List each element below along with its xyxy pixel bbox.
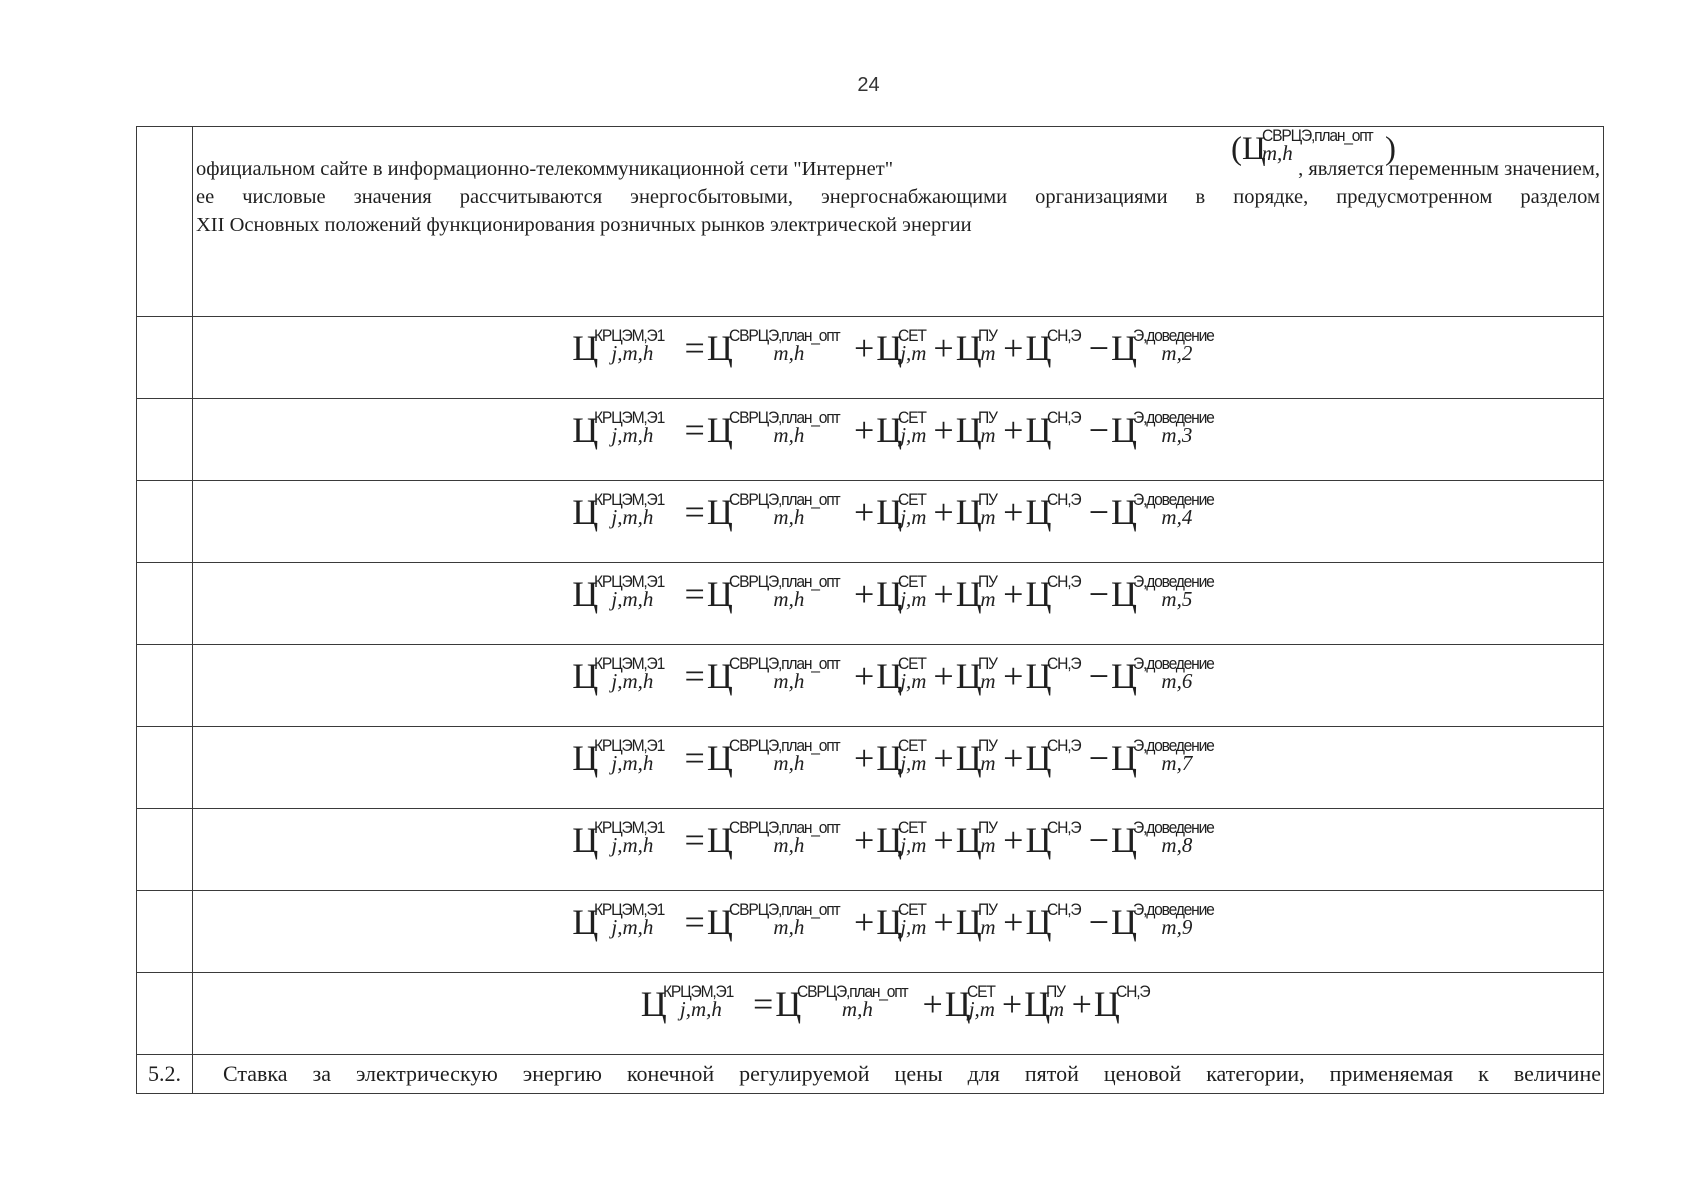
formula-cell [193, 727, 1604, 809]
final-formula-cell [193, 973, 1604, 1055]
t5-sup: Э,доведение [1133, 326, 1214, 346]
formula-4 [193, 645, 1603, 699]
t5-sup: Э,доведение [1133, 572, 1214, 592]
t5-base: Ц [1111, 902, 1138, 942]
t5-sub: m,9 [1161, 915, 1193, 940]
plus-sign: + [1071, 984, 1092, 1024]
t3-sub: m [980, 915, 996, 940]
t1-base: Ц [706, 574, 733, 614]
t1-base: Ц [775, 984, 802, 1024]
lhs-base: Ц [572, 328, 599, 368]
t5-base: Ц [1111, 492, 1138, 532]
intro-cell [193, 127, 1604, 317]
formula-cell [193, 399, 1604, 481]
t3-sub: m [1048, 997, 1064, 1022]
plus-sign: + [922, 984, 943, 1024]
t3-base: Ц [955, 328, 982, 368]
plus-sign: + [853, 410, 875, 450]
t4-base: Ц [1025, 410, 1052, 450]
plus-sign: + [1003, 574, 1024, 614]
t2-sub: j,m [900, 915, 927, 940]
plus-sign: + [933, 328, 954, 368]
t3-sup: ПУ [977, 490, 997, 510]
t5-sup: Э,доведение [1133, 900, 1214, 920]
t3-base: Ц [955, 656, 982, 696]
t4-base: Ц [1025, 492, 1052, 532]
lhs-sup: КРЦЭМ,Э1 [662, 982, 733, 1002]
inline-sub: m,h [1261, 140, 1293, 165]
t2-sup: СЕТ [898, 326, 926, 346]
table-row [137, 809, 1604, 891]
t2-base: Ц [876, 328, 903, 368]
minus-sign: − [1088, 574, 1110, 614]
t1-base: Ц [706, 492, 733, 532]
t4-sup: СН,Э [1047, 326, 1081, 346]
lhs-sup: КРЦЭМ,Э1 [594, 408, 665, 428]
t4-sup: СН,Э [1047, 572, 1081, 592]
intro-line1-before: официальном сайте в информационно-телекоммуникационной сети "Интернет" [196, 158, 894, 180]
t2-sup: СЕТ [898, 900, 926, 920]
t2-sup: СЕТ [966, 982, 995, 1002]
t5-sup: Э,доведение [1133, 408, 1214, 428]
minus-sign: − [1088, 410, 1110, 450]
equals-sign: = [752, 984, 774, 1024]
t2-sup: СЕТ [898, 572, 926, 592]
minus-sign: − [1088, 328, 1110, 368]
formula-3 [193, 563, 1603, 617]
t3-sub: m [980, 505, 996, 530]
lhs-base: Ц [572, 492, 599, 532]
t2-sub: j,m [900, 341, 927, 366]
t1-sub: m,h [841, 997, 873, 1022]
t5-sub: m,6 [1161, 669, 1193, 694]
lhs-sub: j,m,h [611, 669, 654, 694]
formula-cell [193, 891, 1604, 973]
page-number: 24 [857, 74, 880, 96]
plus-sign: + [853, 574, 875, 614]
t2-sup: СЕТ [898, 408, 926, 428]
plus-sign: + [1003, 410, 1024, 450]
t2-sub: j,m [900, 669, 927, 694]
t4-sup: СН,Э [1047, 654, 1081, 674]
plus-sign: + [933, 902, 954, 942]
t1-sub: m,h [773, 915, 805, 940]
equals-sign: = [684, 656, 705, 696]
row-number-5-2: 5.2. [137, 1055, 193, 1094]
t3-sub: m [980, 833, 996, 858]
plus-sign: + [853, 902, 875, 942]
formula-5 [193, 727, 1603, 781]
plus-sign: + [853, 738, 875, 778]
t2-base: Ц [876, 410, 903, 450]
table-row [137, 481, 1604, 563]
t1-sup: СВРЦЭ,план_опт [728, 654, 840, 674]
t4-base: Ц [1025, 656, 1052, 696]
t5-base: Ц [1111, 410, 1138, 450]
plus-sign: + [933, 410, 954, 450]
t1-sup: СВРЦЭ,план_опт [728, 408, 840, 428]
lhs-base: Ц [640, 984, 667, 1024]
formula-0 [193, 317, 1603, 371]
equals-sign: = [684, 820, 705, 860]
lhs-sup: КРЦЭМ,Э1 [594, 490, 665, 510]
t4-sup: СН,Э [1047, 736, 1081, 756]
t2-base: Ц [944, 984, 971, 1024]
t3-base: Ц [955, 492, 982, 532]
t3-base: Ц [955, 738, 982, 778]
t5-sub: m,5 [1161, 587, 1193, 612]
t5-sup: Э,доведение [1133, 818, 1214, 838]
plus-sign: + [933, 738, 954, 778]
minus-sign: − [1088, 820, 1110, 860]
t3-sup: ПУ [977, 818, 997, 838]
plus-sign: + [1003, 902, 1024, 942]
t2-sup: СЕТ [898, 736, 926, 756]
final-formula [193, 973, 1603, 1027]
t5-base: Ц [1111, 328, 1138, 368]
t4-sup: СН,Э [1047, 818, 1081, 838]
t1-base: Ц [706, 820, 733, 860]
t5-base: Ц [1111, 738, 1138, 778]
lhs-sup: КРЦЭМ,Э1 [594, 818, 665, 838]
t2-base: Ц [876, 820, 903, 860]
t3-sub: m [980, 669, 996, 694]
table-row [137, 317, 1604, 399]
t1-base: Ц [706, 738, 733, 778]
intro-line2: ее числовые значения рассчитываются энергосбытовыми, энергоснабжающими организациями в порядке, предусмотренном разделом [196, 186, 1600, 208]
t2-sup: СЕТ [898, 654, 926, 674]
t3-sup: ПУ [1046, 982, 1065, 1002]
equals-sign: = [684, 328, 705, 368]
t1-sub: m,h [773, 423, 805, 448]
tariff-table [136, 126, 1604, 1094]
plus-sign: + [1003, 656, 1024, 696]
intro-line3: XII Основных положений функционирования розничных рынков электрической энергии [196, 214, 972, 236]
table-row [137, 973, 1604, 1055]
formula-cell [193, 481, 1604, 563]
table-row [137, 645, 1604, 727]
t2-sub: j,m [900, 423, 927, 448]
plus-sign: + [933, 820, 954, 860]
equals-sign: = [684, 574, 705, 614]
t4-base: Ц [1025, 902, 1052, 942]
t1-sub: m,h [773, 505, 805, 530]
t1-sup: СВРЦЭ,план_опт [728, 900, 840, 920]
t5-base: Ц [1111, 656, 1138, 696]
t1-sub: m,h [773, 587, 805, 612]
t3-sub: m [980, 341, 996, 366]
t2-sub: j,m [900, 833, 927, 858]
equals-sign: = [684, 410, 705, 450]
lhs-sub: j,m,h [679, 997, 722, 1022]
lhs-sub: j,m,h [611, 751, 654, 776]
equals-sign: = [684, 492, 705, 532]
t4-sup: СН,Э [1115, 982, 1150, 1002]
lhs-sub: j,m,h [611, 915, 654, 940]
t5-sub: m,7 [1161, 751, 1193, 776]
t4-sup: СН,Э [1047, 408, 1081, 428]
inline-sup: СВРЦЭ,план_опт [1261, 125, 1373, 145]
table-row [137, 727, 1604, 809]
t1-base: Ц [706, 656, 733, 696]
plus-sign: + [853, 328, 875, 368]
formula-cell [193, 809, 1604, 891]
plus-sign: + [1001, 984, 1023, 1024]
formula-6 [193, 809, 1603, 863]
t5-sub: m,3 [1161, 423, 1193, 448]
t1-sub: m,h [773, 341, 805, 366]
t4-sup: СН,Э [1047, 490, 1081, 510]
t3-sub: m [980, 423, 996, 448]
equals-sign: = [684, 902, 705, 942]
lhs-sub: j,m,h [611, 341, 654, 366]
t1-sub: m,h [773, 833, 805, 858]
plus-sign: + [933, 656, 954, 696]
t4-base: Ц [1025, 820, 1052, 860]
t5-sup: Э,доведение [1133, 654, 1214, 674]
intro-paragraph [196, 155, 1600, 239]
t2-sub: j,m [900, 751, 927, 776]
t3-base: Ц [955, 410, 982, 450]
lhs-base: Ц [572, 902, 599, 942]
t2-sup: СЕТ [898, 490, 926, 510]
equals-sign: = [684, 738, 705, 778]
t1-sup: СВРЦЭ,план_опт [728, 736, 840, 756]
t4-sup: СН,Э [1047, 900, 1081, 920]
t5-base: Ц [1111, 574, 1138, 614]
t3-sup: ПУ [977, 572, 997, 592]
t1-sub: m,h [773, 669, 805, 694]
t5-sub: m,4 [1161, 505, 1193, 530]
t2-sub: j,m [968, 997, 995, 1022]
intro-line1-after: , является переменным значением, [1298, 158, 1600, 180]
t3-sup: ПУ [977, 654, 997, 674]
t1-sup: СВРЦЭ,план_опт [728, 490, 840, 510]
t4-base: Ц [1025, 328, 1052, 368]
t1-sub: m,h [773, 751, 805, 776]
plus-sign: + [853, 492, 875, 532]
t5-sub: m,8 [1161, 833, 1193, 858]
t1-base: Ц [706, 410, 733, 450]
lhs-base: Ц [572, 656, 599, 696]
plus-sign: + [933, 492, 954, 532]
t5-sub: m,2 [1161, 341, 1193, 366]
lhs-base: Ц [572, 738, 599, 778]
lhs-base: Ц [572, 574, 599, 614]
t2-base: Ц [876, 738, 903, 778]
t3-sup: ПУ [977, 408, 997, 428]
t1-sup: СВРЦЭ,план_опт [728, 818, 840, 838]
inline-base: Ц [1242, 131, 1266, 167]
t2-sup: СЕТ [898, 818, 926, 838]
t4-base: Ц [1025, 574, 1052, 614]
t5-base: Ц [1111, 820, 1138, 860]
minus-sign: − [1088, 738, 1110, 778]
t3-sub: m [980, 587, 996, 612]
t1-base: Ц [706, 902, 733, 942]
t2-base: Ц [876, 902, 903, 942]
t4-base: Ц [1025, 738, 1052, 778]
lhs-sub: j,m,h [611, 587, 654, 612]
lhs-sup: КРЦЭМ,Э1 [594, 572, 665, 592]
formula-7 [193, 891, 1603, 945]
t3-sub: m [980, 751, 996, 776]
lhs-sup: КРЦЭМ,Э1 [594, 326, 665, 346]
lhs-sup: КРЦЭМ,Э1 [594, 900, 665, 920]
lhs-base: Ц [572, 410, 599, 450]
plus-sign: + [853, 656, 875, 696]
plus-sign: + [933, 574, 954, 614]
t1-sup: СВРЦЭ,план_опт [797, 982, 908, 1002]
t3-sup: ПУ [977, 900, 997, 920]
t2-sub: j,m [900, 587, 927, 612]
t1-base: Ц [706, 328, 733, 368]
minus-sign: − [1088, 492, 1110, 532]
t2-base: Ц [876, 492, 903, 532]
lhs-sub: j,m,h [611, 833, 654, 858]
plus-sign: + [1003, 738, 1024, 778]
t1-sup: СВРЦЭ,план_опт [728, 326, 840, 346]
t5-sup: Э,доведение [1133, 490, 1214, 510]
inline-open-paren: ( [1231, 131, 1242, 167]
lhs-sub: j,m,h [611, 423, 654, 448]
t3-base: Ц [1024, 984, 1051, 1024]
plus-sign: + [1003, 328, 1024, 368]
table-row [137, 563, 1604, 645]
formula-cell [193, 317, 1604, 399]
t2-sub: j,m [900, 505, 927, 530]
minus-sign: − [1088, 656, 1110, 696]
t2-base: Ц [876, 574, 903, 614]
formula-cell [193, 645, 1604, 727]
lhs-sub: j,m,h [611, 505, 654, 530]
plus-sign: + [1003, 492, 1024, 532]
t5-sup: Э,доведение [1133, 736, 1214, 756]
lhs-base: Ц [572, 820, 599, 860]
inline-close-paren: ) [1385, 131, 1396, 167]
lhs-sup: КРЦЭМ,Э1 [594, 736, 665, 756]
row-number-cell [137, 127, 193, 317]
t4-base: Ц [1093, 984, 1120, 1024]
t3-base: Ц [955, 574, 982, 614]
t3-sup: ПУ [977, 326, 997, 346]
formula-cell [193, 563, 1604, 645]
plus-sign: + [853, 820, 875, 860]
plus-sign: + [1003, 820, 1024, 860]
table-row [137, 1055, 1604, 1094]
t1-sup: СВРЦЭ,план_опт [728, 572, 840, 592]
minus-sign: − [1088, 902, 1110, 942]
t3-sup: ПУ [977, 736, 997, 756]
formula-2 [193, 481, 1603, 535]
table-row [137, 891, 1604, 973]
row-5-2-text: Ставка за электрическую энергию конечной регулируемой цены для пятой ценовой категории, применяемая к величине [193, 1055, 1604, 1094]
t2-base: Ц [876, 656, 903, 696]
t3-base: Ц [955, 902, 982, 942]
table-row [137, 127, 1604, 317]
lhs-sup: КРЦЭМ,Э1 [594, 654, 665, 674]
table-row [137, 399, 1604, 481]
t3-base: Ц [955, 820, 982, 860]
formula-1 [193, 399, 1603, 453]
